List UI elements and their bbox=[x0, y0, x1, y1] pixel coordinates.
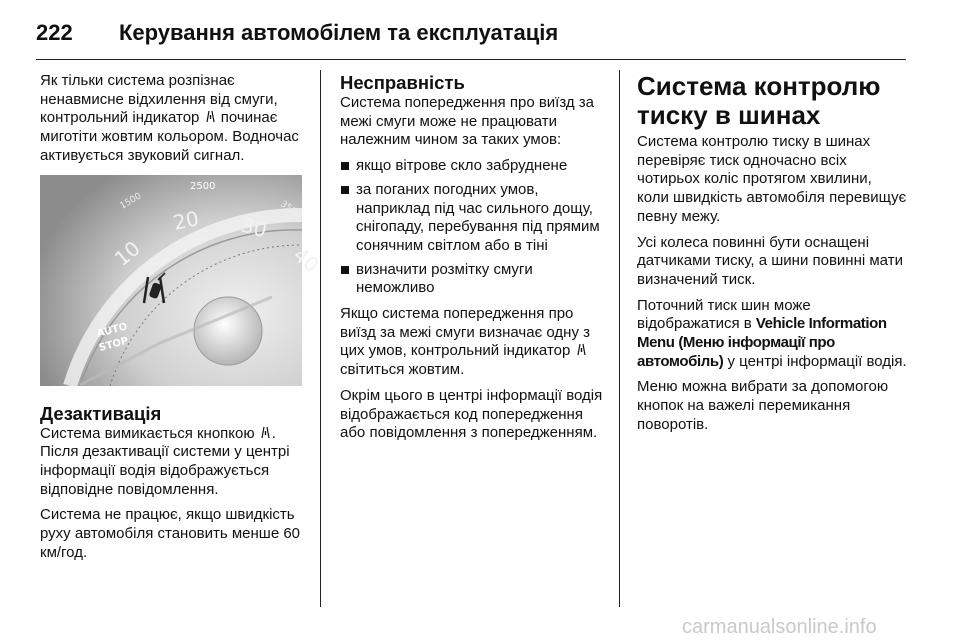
tpms-paragraph-2: Усі колеса повинні бути оснащені датчиками тиску, а шини повинні мати визначений тиск. bbox=[637, 233, 903, 288]
list-item: визначити розмітку смуги неможливо bbox=[340, 261, 608, 298]
page-number: 222 bbox=[36, 20, 73, 45]
malfunction-intro: Система попередження про виїзд за межі смуги може не працювати належним чином за таких умов: bbox=[340, 94, 595, 149]
auto-stop-label-stop: STOP bbox=[97, 335, 130, 354]
tpms-paragraph-4: Меню можна вибрати за допомогою кнопок на важелі перемикання поворотів. bbox=[637, 378, 889, 433]
page-header bbox=[36, 20, 558, 50]
list-item: за поганих погодних умов, наприклад під час сильного дощу, снігопаду, перебування під прямим сонячним світлом або в тіні bbox=[340, 181, 608, 256]
watermark: carmanualsonline.info bbox=[682, 616, 877, 638]
dic-message-text: Окрім цього в центрі інформації водія відображається код попередження або повідомлення з попередженням. bbox=[340, 386, 603, 442]
speed-10-label: 10 bbox=[109, 235, 145, 271]
rpm-2500-label: 2500 bbox=[190, 180, 216, 192]
speed-30-label: 30 bbox=[238, 212, 270, 242]
tpms-paragraph-3: Поточний тиск шин може відображатися в Vehicle Information Menu (Меню інформації про автомобіль) у центрі інформації водія. bbox=[637, 296, 907, 370]
column-left bbox=[40, 72, 324, 569]
list-item: якщо вітрове скло забруднене bbox=[340, 157, 608, 176]
speed-40-label: 40 bbox=[288, 241, 324, 277]
instrument-cluster-figure bbox=[40, 175, 324, 386]
lane-departure-button-icon bbox=[261, 426, 270, 439]
running-title: Керування автомобілем та експлуатація bbox=[119, 20, 559, 45]
rpm-3500-label: 3500 bbox=[278, 198, 303, 221]
auto-stop-label-auto: AUTO bbox=[95, 320, 129, 340]
column-middle bbox=[340, 72, 608, 450]
header-rule bbox=[36, 59, 906, 60]
column-right bbox=[637, 72, 907, 442]
tpms-paragraph-1: Система контролю тиску в шинах перевіряє тиск одночасно всіх чотирьох коліс протягом хвилини, коли швидкість автомобіля перевищує певну межу. bbox=[637, 133, 907, 225]
deactivation-heading: Дезактивація bbox=[40, 402, 162, 424]
malfunction-heading: Несправність bbox=[340, 72, 465, 93]
rpm-1500-label: 1500 bbox=[118, 191, 144, 212]
tpms-heading: Система контролю тиску в шинах bbox=[637, 71, 881, 130]
speed-20-label: 20 bbox=[171, 205, 201, 235]
detect-text: Якщо система попередження про виїзд за межі смуги визначає одну з цих умов, контрольний індикатор світиться жовтим. bbox=[340, 305, 590, 379]
lane-departure-intro: Як тільки система розпізнає ненавмисне відхилення від смуги, контрольний індикатор починає миготіти жовтим кольором. Водночас активується звуковий сигнал. bbox=[40, 72, 299, 164]
speed-note: Система не працює, якщо швидкість руху автомобіля становить менше 60 км/год. bbox=[40, 506, 301, 561]
lane-departure-indicator-icon bbox=[206, 110, 215, 123]
deactivation-text: Система вимикається кнопкою . Після дезактивації системи у центрі інформації водія відображується відповідне повідомлення. bbox=[40, 424, 290, 498]
column-divider-1 bbox=[320, 70, 321, 607]
vehicle-information-menu-term: Vehicle Information Menu (Меню інформації про автомобіль) bbox=[637, 315, 887, 370]
conditions-list bbox=[340, 157, 608, 298]
lane-departure-indicator-icon bbox=[577, 343, 586, 356]
column-divider-2 bbox=[619, 70, 620, 607]
